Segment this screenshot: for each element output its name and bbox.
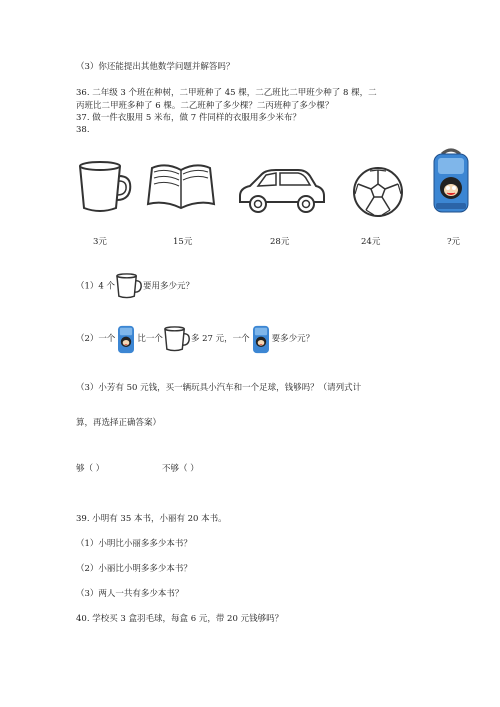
q38-part2-b: 比一个 xyxy=(137,334,163,344)
q38-part3-line2: 算，再选择正确答案） xyxy=(76,418,162,428)
q38-part1-suffix: 要用多少元？ xyxy=(143,281,195,292)
q38-number: 38. xyxy=(76,125,90,135)
book-icon xyxy=(146,160,216,212)
q38-part3-line1: （3）小芳有 50 元钱，买一辆玩具小汽车和一个足球，钱够吗？（请列式计 xyxy=(76,383,362,393)
q39-stem: 39. 小明有 35 本书，小丽有 20 本书。 xyxy=(76,514,227,524)
cup-icon xyxy=(76,158,134,216)
answer-enough[interactable]: 够（ ） xyxy=(76,464,105,474)
q36-line2: 丙班比二甲班多种了 6 棵。二乙班种了多少棵？二丙班种了多少棵？ xyxy=(76,101,334,111)
soccer-ball-icon xyxy=(352,166,404,218)
price-backpack: ?元 xyxy=(447,237,461,247)
answer-not-enough[interactable]: 不够（ ） xyxy=(162,464,199,474)
car-icon xyxy=(236,166,326,216)
q38-part1-prefix: （1）4 个 xyxy=(76,281,116,292)
q39-part2: （2）小丽比小明多多少本书？ xyxy=(76,564,192,574)
q39-part1: （1）小明比小丽多多少本书？ xyxy=(76,539,192,549)
q38-part2-a: （2）一个 xyxy=(76,334,116,344)
price-car: 28元 xyxy=(270,237,290,247)
backpack-icon xyxy=(250,323,272,355)
q38-part1 xyxy=(76,272,194,301)
cup-icon xyxy=(115,272,143,300)
q38-part2-c: 多 27 元，一个 xyxy=(190,334,250,344)
q39-part3: （3）两人一共有多少本书？ xyxy=(76,589,184,599)
price-cup: 3元 xyxy=(93,237,107,247)
q35-part3: （3）你还能提出其他数学问题并解答吗？ xyxy=(76,62,235,72)
q36-line1: 36. 二年级 3 个班在种树，二甲班种了 45 棵，二乙班比二甲班少种了 8 棵，二 xyxy=(76,88,377,98)
q38-part2 xyxy=(76,322,314,356)
backpack-icon xyxy=(428,148,474,216)
q40: 40. 学校买 3 盒羽毛球，每盒 6 元，带 20 元钱够吗？ xyxy=(76,614,284,624)
price-book: 15元 xyxy=(173,237,193,247)
q37: 37. 做一件衣服用 5 米布，做 7 件同样的衣服用多少米布？ xyxy=(76,113,301,123)
backpack-icon xyxy=(115,323,137,355)
q38-part2-d: 要多少元？ xyxy=(271,334,315,344)
price-ball: 24元 xyxy=(361,237,381,247)
cup-icon xyxy=(163,325,191,353)
